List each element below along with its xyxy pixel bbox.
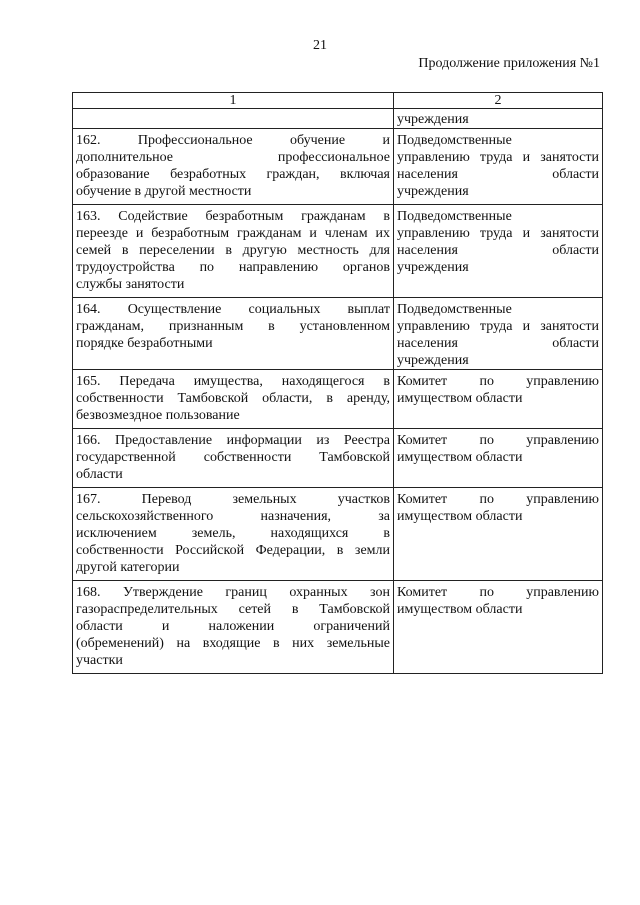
table-cell-institution: учреждения [394,109,603,129]
responsible-body-line: имуществом области [397,509,523,524]
responsible-body-cell [394,488,603,581]
service-description-line: гражданам, признанным в установленном [76,319,390,334]
responsible-body-line: Комитет по управлению [397,433,599,448]
table-row [73,205,603,298]
service-description-line: службы занятости [76,277,185,292]
service-description-line: порядке безработными [76,336,213,351]
responsible-body-cell [394,370,603,429]
service-description-line: области [76,467,123,482]
service-description-line: собственности Российской Федерации, в земли [76,543,390,558]
service-description-line: трудоустройства по направлению органов [76,260,390,275]
service-description-line: 167. Перевод земельных участков [76,492,390,507]
service-description-cell [73,429,394,488]
responsible-body-line: управлению труда и занятости [397,150,599,165]
responsible-body-line: имуществом области [397,391,523,406]
appendix-continuation-label: Продолжение приложения №1 [418,56,600,71]
service-description-cell [73,205,394,298]
service-description-line: исключением земель, находящихся в [76,526,390,541]
service-description-line: участки [76,653,123,668]
responsible-body-cell [394,205,603,298]
table-row [73,429,603,488]
table-row [73,298,603,370]
service-description-line: государственной собственности Тамбовской [76,450,390,465]
table-cell-empty [73,109,394,129]
column-header-2: 2 [394,93,603,109]
responsible-body-cell [394,429,603,488]
column-header-1: 1 [73,93,394,109]
page-number: 21 [313,38,327,53]
table-row-continuation [73,109,603,129]
table-row [73,370,603,429]
responsible-body-line: Комитет по управлению [397,374,599,389]
responsible-body-line: учреждения [397,184,469,199]
responsible-body-line: Подведомственные [397,133,512,148]
service-description-line: сельскохозяйственного назначения, за [76,509,390,524]
responsible-body-line: управлению труда и занятости [397,319,599,334]
service-description-line: области и наложении ограничений [76,619,390,634]
responsible-body-line: учреждения [397,260,469,275]
responsible-body-line: населения области [397,167,599,182]
service-description-cell [73,370,394,429]
appendix-table [72,92,603,674]
responsible-body-line: управлению труда и занятости [397,226,599,241]
service-description-line: образование безработных граждан, включая [76,167,390,182]
service-description-line: 162. Профессиональное обучение и [76,133,390,148]
responsible-body-line: Подведомственные [397,209,512,224]
service-description-line: обучение в другой местности [76,184,252,199]
service-description-line: 165. Передача имущества, находящегося в [76,374,390,389]
service-description-line: (обременений) на входящие в них земельные [76,636,390,651]
service-description-cell [73,488,394,581]
service-description-line: газораспределительных сетей в Тамбовской [76,602,390,617]
responsible-body-cell [394,298,603,370]
service-description-line: другой категории [76,560,180,575]
service-description-line: безвозмездное пользование [76,408,240,423]
responsible-body-line: имуществом области [397,450,523,465]
responsible-body-cell [394,581,603,674]
responsible-body-line: населения области [397,336,599,351]
table-header-row [73,93,603,109]
service-description-line: 166. Предоставление информации из Реестра [76,433,390,448]
service-description-line: 163. Содействие безработным гражданам в [76,209,390,224]
service-description-cell [73,298,394,370]
table-row [73,488,603,581]
service-description-line: 164. Осуществление социальных выплат [76,302,390,317]
responsible-body-line: учреждения [397,353,469,368]
service-description-line: переезде и безработным гражданам и членам их [76,226,390,241]
responsible-body-line: Подведомственные [397,302,512,317]
service-description-line: дополнительное профессиональное [76,150,390,165]
table-row [73,129,603,205]
service-description-line: 168. Утверждение границ охранных зон [76,585,390,600]
responsible-body-line: имуществом области [397,602,523,617]
service-description-line: семей в переселении в другую местность для [76,243,390,258]
responsible-body-line: Комитет по управлению [397,492,599,507]
service-description-line: собственности Тамбовской области, в аренду, [76,391,390,406]
service-description-cell [73,581,394,674]
responsible-body-line: Комитет по управлению [397,585,599,600]
responsible-body-line: населения области [397,243,599,258]
responsible-body-cell [394,129,603,205]
table-row [73,581,603,674]
service-description-cell [73,129,394,205]
